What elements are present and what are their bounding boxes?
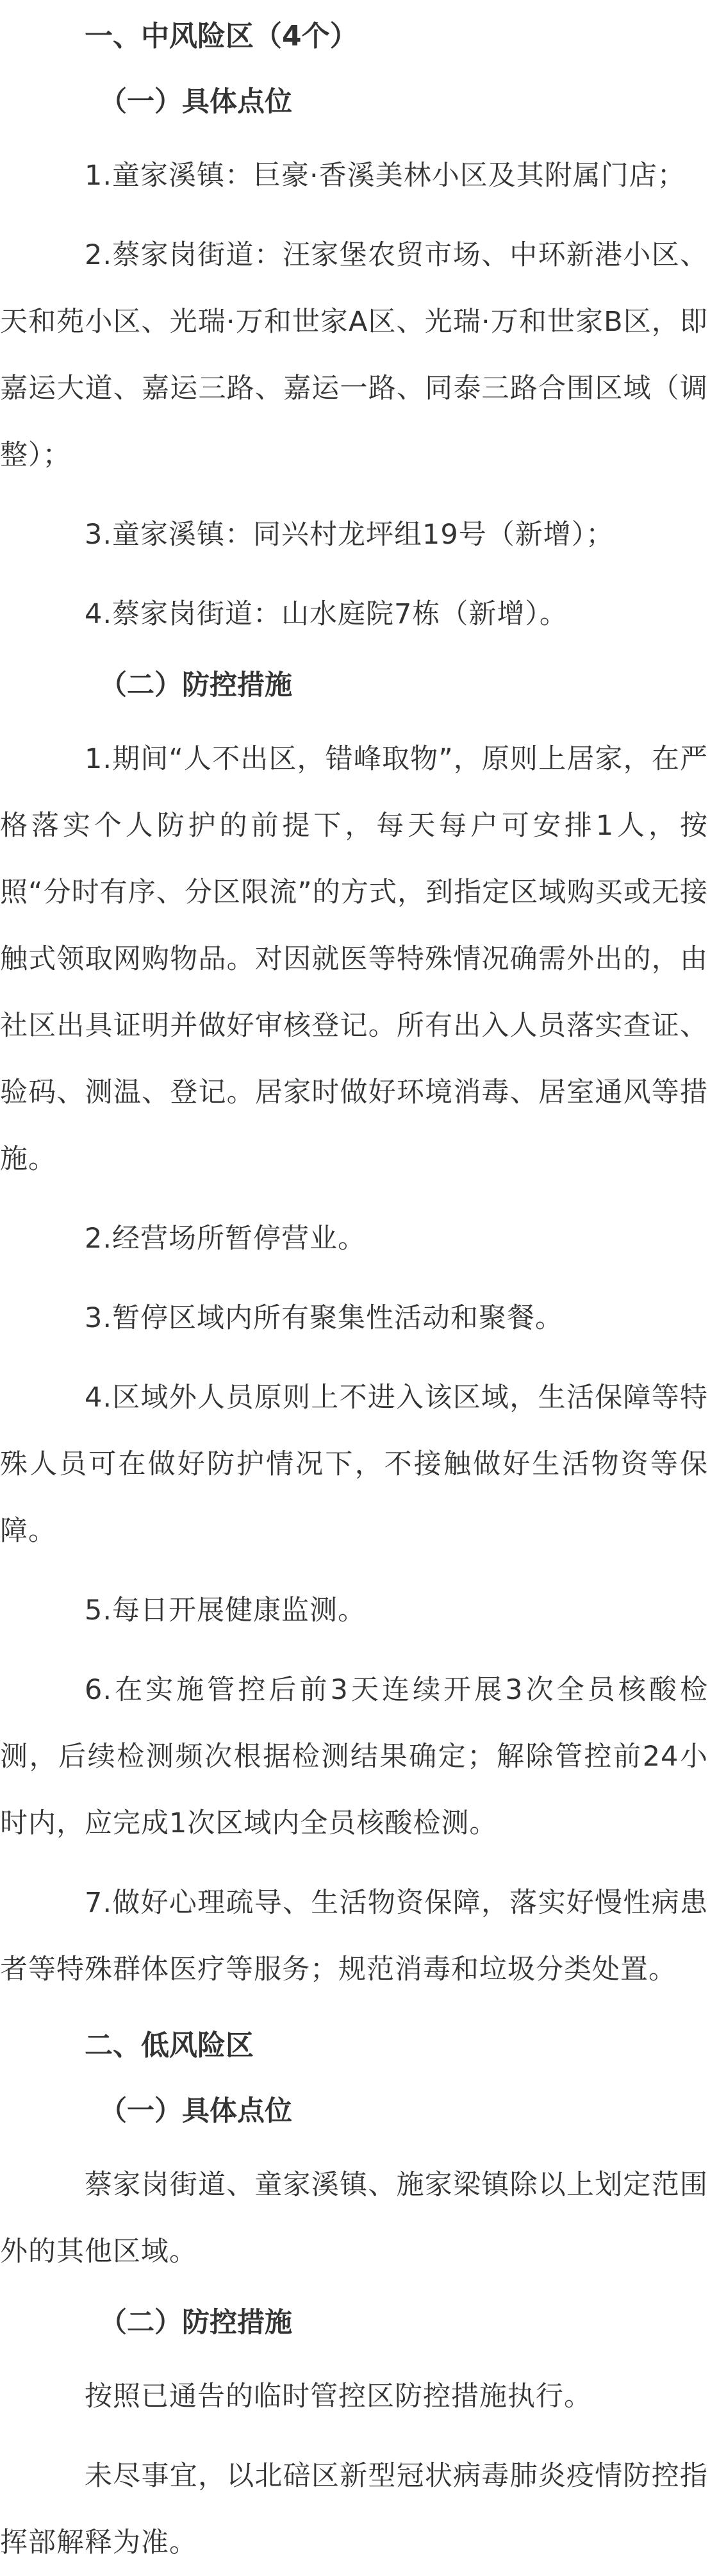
location-item-1: 1.童家溪镇：巨豪·香溪美林小区及其附属门店； [85,160,686,192]
measure-item-6: 6.在实施管控后前3天连续开展3次全员核酸检测，后续检测频次根据检测结果确定；解除管控前24小时内，应完成1次区域内全员核酸检测。 [0,1674,708,1839]
measure-item-5: 5.每日开展健康监测。 [85,1594,367,1627]
location-item-4: 4.蔡家岗街道：山水庭院7栋（新增）。 [85,598,568,630]
low-risk-locations-text: 蔡家岗街道、童家溪镇、施家梁镇除以上划定范围外的其他区域。 [0,2169,708,2268]
subheading-measures-low-risk: （二）防控措施 [99,2307,292,2339]
closing-note: 未尽事宜，以北碚区新型冠状病毒肺炎疫情防控指挥部解释为准。 [0,2460,708,2559]
section-title-low-risk: 二、低风险区 [85,2029,254,2062]
location-item-3: 3.童家溪镇：同兴村龙坪组19号（新增）； [85,519,615,551]
measure-item-2: 2.经营场所暂停营业。 [85,1223,367,1255]
measure-item-4: 4.区域外人员原则上不进入该区域，生活保障等特殊人员可在做好防护情况下，不接触做好生活物资等保障。 [0,1382,708,1547]
location-item-2: 2.蔡家岗街道：汪家堡农贸市场、中环新港小区、天和苑小区、光瑞·万和世家A区、光瑞·万和世家B区，即嘉运大道、嘉运三路、嘉运一路、同泰三路合围区域（调整）； [0,239,708,471]
measure-item-7: 7.做好心理疏导、生活物资保障，落实好慢性病患者等特殊群体医疗等服务；规范消毒和垃圾分类处置。 [0,1887,708,1986]
section-title-medium-risk: 一、中风险区（4个） [85,20,358,53]
measure-item-1: 1.期间“人不出区，错峰取物”，原则上居家，在严格落实个人防护的前提下，每天每户可安排1人，按照“分时有序、分区限流”的方式，到指定区域购买或无接触式领取网购物品。对因就医等特殊情况确需外出的，由社区出具证明并做好审核登记。所有出入人员落实查证、验码、测温、登记。居家时做好环境消毒、居室通风等措施。 [0,743,708,1175]
subheading-locations: （一）具体点位 [99,86,292,118]
low-risk-measures-text: 按照已通告的临时管控区防控措施执行。 [85,2380,592,2413]
measure-item-3: 3.暂停区域内所有聚集性活动和聚餐。 [85,1302,564,1334]
subheading-locations-low-risk: （一）具体点位 [99,2095,292,2127]
subheading-measures: （二）防控措施 [99,669,292,701]
